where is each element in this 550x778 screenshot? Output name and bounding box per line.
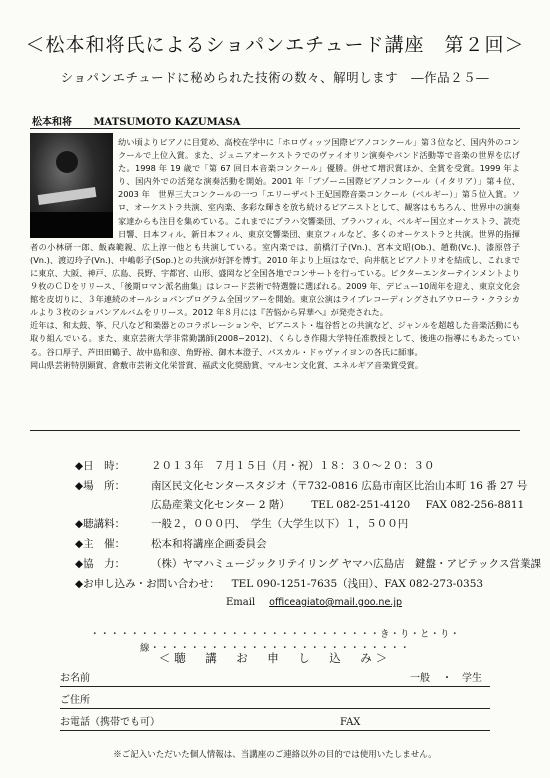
name-label: お名前 [60, 673, 90, 684]
contact-email [226, 597, 402, 608]
support-value: （株）ヤマハミュージックリテイリング ヤマハ広島店 鍵盤・アピテックス営業課 [151, 558, 541, 570]
lecturer-name-jp: 松本和将 [32, 117, 72, 128]
page-subtitle: ショパンエチュードに秘められた技術の数々、解明します ―作品２５― [60, 70, 490, 85]
lecturer-name-en: MATSUMOTO KAZUMASA [93, 117, 241, 128]
date-label: ◆日 時： [75, 460, 126, 472]
event-fee [75, 516, 408, 531]
bio-paragraph: 岡山県芸術特別顕賞、倉敷市芸術文化栄誉賞、福武文化奨励賞、マルセン文化賞、エネルギア音楽賞受賞。 [30, 359, 424, 370]
fax-label: FAX [340, 717, 361, 728]
lecturer-biography [30, 136, 520, 372]
venue-tel: TEL 082-251-4120 [311, 499, 411, 511]
organizer-value: 松本和将講座企画委員会 [151, 538, 267, 550]
privacy-note: ※ご記入いただいた個人情報は、当講座のご連絡以外の目的では使用いたしません。 [113, 750, 437, 760]
venue-address: 南区民文化センタースタジオ（〒732-0816 広島市南区比治山本町 16 番 27 号 [151, 480, 528, 492]
venue-line2 [151, 497, 524, 512]
contact-label: ◆お申し込み・お問い合わせ： [75, 578, 220, 590]
lecturer-name [32, 113, 258, 128]
divider [30, 430, 520, 431]
name-field[interactable] [60, 670, 490, 687]
email-label: Email [226, 597, 256, 608]
fee-label: ◆聴講料： [75, 518, 126, 530]
event-contact [75, 576, 483, 591]
venue-building: 広島産業文化センター 2 階） [151, 499, 290, 511]
date-value: ２０１３年 ７月１５日（月・祝）１８：３０～２０：３０ [151, 460, 435, 472]
venue-fax: FAX 082-256-8811 [425, 499, 525, 511]
email-link[interactable]: officeagiato@mail.goo.ne.jp [269, 597, 402, 608]
form-title: ＜聴 講 お 申 し 込 み＞ [158, 651, 392, 665]
venue-label: ◆場 所： [75, 480, 126, 492]
fee-value: 一般２，０００円、 学生（大学生以下）１，５００円 [151, 518, 409, 530]
organizer-label: ◆主 催： [75, 538, 126, 550]
option-general[interactable]: 一般 [410, 673, 430, 684]
phone-field[interactable] [60, 714, 490, 731]
address-label: ご住所 [60, 695, 90, 706]
address-field[interactable] [60, 692, 490, 709]
option-student[interactable]: 学生 [462, 673, 482, 684]
event-organizer [75, 536, 267, 551]
divider [30, 128, 520, 129]
cut-line: ・・・・・・・・・・・・・・・・・・・・・・・・・・・・・き・り・と・り・線・・・・・・・・・・・・・・・・・・・・・・・・・・ [89, 629, 460, 654]
phone-label: お電話（携帯でも可） [60, 717, 160, 728]
page-title: ＜松本和将氏によるショパンエチュード講座 第２回＞ [25, 34, 525, 56]
event-venue [75, 478, 527, 493]
event-date [75, 458, 435, 473]
event-support [75, 556, 541, 571]
bio-paragraph: 幼い頃よりピアノに目覚め、高校在学中に「ホロヴィッツ国際ピアノコンクール」第３位など、国内外のコンクールで上位入賞。また、ジュニアオーケストラでのヴァイオリン演奏やバンド活動等で音楽の世界を広げた。1998 年 19 歳で「第 67 回日本音楽コンクール」優勝。併せて増沢賞ほか、全賞を受賞。1999 年より、国内外での活発な演奏活動を開始。2001 年「ブゾーニ国際ピアノコンクール（イタリア）」第４位、2003 年 世界三大コンクールの一つ「エリーザベト王妃国際音楽コンクール（ベルギー）」第５位入賞。ソロ、オーケストラ共演、室内楽、多彩な輝きを放ち続けるピアニストとして、観客はもちろん、世界中の演奏家達からも注目を集めている。これまでにプラハ交響楽団、ブラハフィル、ベルギー国立オーケストラ、読売日響、日本フィル、新日本フィル、東京交響楽団、東京フィルなど、多くのオーケストラと共演。世界的指揮者の小林研一郎、飯森範親、広上淳一他とも共演している。室内楽では、前橋汀子(Vn.)、宮本文昭(Ob.)、趙勒(Vc.)、漆原啓子(Vn.)、渡辺玲子(Vn.)、中嶋彰子(Sop.)との共演が好評を博す。2010 年より上垣はなで、向井航とピアノトリオを結成し、これまでに東京、大阪、神戸、広島、長野、宇都宮、山形、盛岡など全国各地でコンサートを行っている。ビクターエンターテインメントより９枚のＣＤをリリース、「後期ロマン派名曲集」はレコード芸術で特選盤に選ばれる。2009 年、デビュー10周年を迎え、東京文化会館を皮切りに、３年連続のオールショパンプログラム全国ツアーを開始。東京公演はライブレコーディングされアウローラ・クラシカルより３枚のショパンアルバムをリリース。2012 年８月には『苦悩から昇華へ』が発売された。 [30, 137, 520, 318]
option-separator: ・ [442, 673, 452, 684]
bio-paragraph: 近年は、和太鼓、筝、尺八など和楽器とのコラボレーションや、ピアニスト・塩谷哲との共演など、ジャンルを超越した音楽活動にも取り組んでいる。また、東京芸術大学非常勤講師(2008~2012)、くらしき作陽大学特任准教授として、後進の指導にもあたっている。谷口厚子、芦田田鶴子、故中島和彦、角野裕、御木本澄子、パスカル・ドゥヴァイヨンの各氏に師事。 [30, 320, 520, 357]
contact-value: TEL 090-1251-7635（浅田）、FAX 082-273-0353 [231, 578, 484, 590]
support-label: ◆協 力： [75, 558, 126, 570]
